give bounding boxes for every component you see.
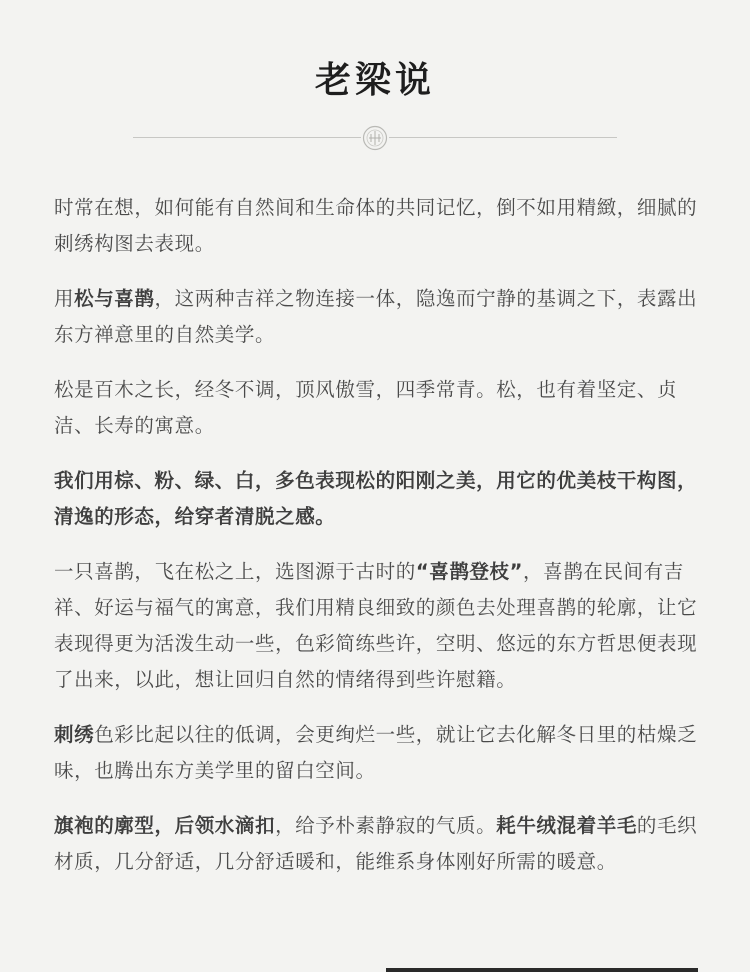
- paragraph-1: [54, 190, 698, 262]
- divider-line-right: [389, 137, 617, 138]
- body-text: 色彩比起以往的低调，会更绚烂一些，就让它去化解冬日里的枯燥乏味，也腾出东方美学里的留白空间。: [54, 723, 698, 782]
- emphasis-text: 旗袍的廓型，后领水滴扣: [54, 814, 276, 837]
- page-title: 老梁说: [314, 59, 435, 101]
- emphasis-text: “喜鹊登枝”: [415, 560, 524, 583]
- body-text: ，给予朴素静寂的气质。: [275, 814, 497, 837]
- emphasis-text: 耗牛绒混着羊毛: [496, 814, 637, 837]
- body-text: 松是百木之长，经冬不调，顶风傲雪，四季常青。松，也有着坚定、贞洁、长寿的寓意。: [54, 378, 678, 437]
- paragraph-7: [54, 808, 698, 880]
- paragraph-2: [54, 281, 698, 353]
- paragraph-6: [54, 717, 698, 789]
- paragraph-3: [54, 372, 698, 444]
- divider-line-left: [133, 137, 361, 138]
- body-text: 时常在想，如何能有自然间和生命体的共同记忆，倒不如用精緻，细腻的刺绣构图去表现。: [54, 196, 698, 255]
- ornament-icon: [362, 125, 388, 151]
- emphasis-text: 松与喜鹊: [74, 287, 155, 310]
- body-text: 的毛织材质，几分舒适，几分舒适暖和，能维系身体刚好所需的暖意。: [54, 814, 698, 873]
- body-text: ，喜鹊在民间有吉祥、好运与福气的寓意，我们用精良细致的颜色去处理喜鹊的轮廓，让它表现得更为活泼生动一些，色彩简练些许，空明、悠远的东方哲思便表现了出来，以此，想让回归自然的情绪得到些许慰籍。: [54, 560, 698, 691]
- body-text: 一只喜鹊，飞在松之上，选图源于古时的: [54, 560, 416, 583]
- title-divider: [133, 125, 617, 151]
- emphasis-text: 我们用棕、粉、绿、白，多色表现松的阳刚之美，用它的优美枝干构图，清逸的形态，给穿者清脱之感。: [54, 469, 698, 528]
- emphasis-text: 刺绣: [54, 723, 95, 746]
- article-body: [54, 190, 698, 899]
- paragraph-5: [54, 554, 698, 698]
- paragraph-4: [54, 463, 698, 535]
- body-text: ，这两种吉祥之物连接一体，隐逸而宁静的基调之下，表露出东方禅意里的自然美学。: [54, 287, 698, 346]
- bottom-bar: [386, 968, 698, 972]
- body-text: 用: [54, 287, 75, 310]
